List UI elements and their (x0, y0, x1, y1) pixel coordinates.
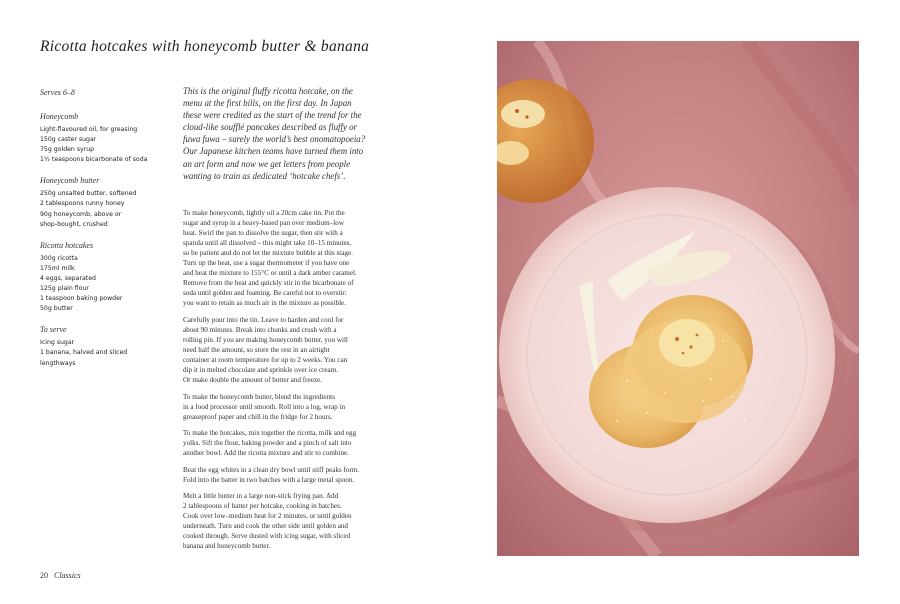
ingredient-item: lengthways (40, 359, 76, 367)
intro-line: menu at the first bills, on the first day. In Japan (183, 98, 352, 109)
ingredient-item: 175ml milk (40, 264, 75, 272)
method-line: To make the hotcakes, mix together the ricotta, milk and egg (183, 429, 357, 438)
method-line: underneath. Turn and cook the other side until golden and (183, 522, 348, 531)
method-text (183, 208, 398, 558)
method-line: To make the honeycomb butter, blend the ingredients (183, 392, 335, 401)
ingredient-group (40, 325, 170, 368)
intro-line: an art form and now we get letters from people (183, 158, 351, 169)
method-line: banana and honeycomb butter. (183, 542, 271, 551)
intro-line: these were credited as the start of the trend for the (183, 110, 362, 121)
ingredient-group-heading: To serve (40, 325, 67, 335)
page-folio (40, 571, 81, 580)
ingredient-item: 4 eggs, separated (40, 274, 96, 282)
food-photo-illustration (497, 41, 859, 556)
ingredient-group (40, 241, 170, 315)
method-line: in a food processor until smooth. Roll into a log, wrap in (183, 402, 346, 411)
method-line: yolks. Sift the flour, baking powder and a pinch of salt into (183, 439, 352, 448)
method-line: To make honeycomb, lightly oil a 20cm cake tin. Put the (183, 209, 345, 217)
ingredient-item: 1½ teaspoons bicarbonate of soda (40, 156, 148, 164)
section-name: Classics (54, 571, 81, 580)
page-number: 20 (40, 571, 48, 580)
food-photo (497, 41, 859, 556)
method-line: Fold into the batter in two batches with a large metal spoon. (183, 475, 355, 484)
ingredient-group-heading: Ricotta hotcakes (40, 240, 94, 250)
ingredient-item: 150g caster sugar (40, 136, 97, 144)
ingredient-item: 1 teaspoon baking powder (40, 295, 123, 303)
method-paragraph (183, 428, 398, 458)
method-paragraph (183, 208, 398, 308)
method-line: greaseproof paper and chill in the fridge for 2 hours. (183, 412, 333, 421)
honeycomb-butter (659, 319, 715, 367)
ingredient-item: shop-bought, crushed (40, 220, 108, 228)
ingredient-item: 90g honeycomb, above or (40, 210, 122, 218)
recipe-title: Ricotta hotcakes with honeycomb butter & banana (40, 38, 370, 55)
method-line: sugar and syrup in a heavy-based pan over medium–low (183, 219, 345, 228)
method-line: Turn up the heat, use a sugar thermometer if you have one (183, 259, 350, 268)
method-line: Cook over low–medium heat for 2 minutes, or until golden (183, 512, 352, 521)
method-line: soda until golden and foaming. Be careful not to overstir: (183, 289, 347, 298)
intro-line: This is the original fluffy ricotta hotcake, on the (183, 86, 353, 96)
method-line: cooked through. Serve dusted with icing sugar, with sliced (183, 532, 351, 541)
method-line: you want to retain as much air in the mixture as possible. (183, 299, 347, 308)
ingredient-item: 50g butter (40, 305, 73, 313)
method-line: rolling pin. If you are making honeycomb butter, you will (183, 335, 348, 344)
ingredient-groups (40, 112, 170, 369)
method-paragraph (183, 491, 398, 551)
method-line: and heat the mixture to 155°C or until a dark amber caramel. (183, 269, 357, 278)
ingredient-item: 300g ricotta (40, 254, 78, 262)
ingredient-group (40, 112, 170, 165)
ingredient-item: 1 banana, halved and sliced (40, 349, 128, 357)
intro-line: wanting to train as dedicated ‘hotcake chefs’. (183, 170, 346, 181)
method-line: spatula until all dissolved – this might take 10–15 minutes, (183, 239, 352, 248)
method-paragraph (183, 465, 398, 485)
method-line: Or make double the amount of butter and freeze. (183, 376, 322, 385)
method-line: dip it in melted chocolate and sprinkle over ice cream. (183, 366, 339, 375)
method-line: heat. Swirl the pan to dissolve the sugar, then stir with a (183, 229, 343, 238)
method-line: about 90 minutes. Break into chunks and crush with a (183, 325, 337, 334)
method-line: Carefully pour into the tin. Leave to harden and cool for (183, 315, 344, 324)
ingredient-item: Icing sugar (40, 339, 75, 347)
method-line: need half the amount, so store the rest in an airtight (183, 346, 330, 354)
intro-line: fuwa fuwa – surely the world’s best onomatopoeia? (183, 134, 366, 145)
method-line: Beat the egg whites in a clean dry bowl until stiff peaks form. (183, 465, 360, 474)
serves-label: Serves 6–8 (40, 88, 75, 97)
method-line: 2 tablespoons of batter per hotcake, cooking in batches. (183, 502, 342, 511)
intro-line: cloud-like soufflé pancakes described as fluffy or (183, 122, 358, 133)
method-line: so be patient and do not let the mixture bubble at this stage. (183, 249, 353, 258)
ingredient-item: 2 tablespoons runny honey (40, 200, 125, 208)
intro-text (183, 85, 398, 182)
ingredient-item: 75g golden syrup (40, 146, 95, 154)
ingredient-group (40, 176, 170, 229)
ingredient-item: 125g plain flour (40, 285, 89, 293)
ingredient-group-heading: Honeycomb (40, 112, 79, 121)
ingredient-item: 250g unsalted butter, softened (40, 190, 137, 198)
method-line: another bowl. Add the ricotta mixture and stir to combine. (183, 449, 349, 458)
method-paragraph (183, 392, 398, 422)
intro-line: Our Japanese kitchen teams have turned them into (183, 146, 364, 157)
method-paragraph (183, 315, 398, 385)
method-line: Melt a little butter in a large non-stick frying pan. Add (183, 492, 339, 501)
ingredients-column (40, 88, 170, 380)
method-line: Remove from the heat and quickly stir in the bicarbonate of (183, 279, 354, 288)
ingredient-item: Light-flavoured oil, for greasing (40, 126, 138, 133)
method-line: container at room temperature for up to 2 weeks. You can (183, 356, 348, 365)
ingredient-group-heading: Honeycomb butter (40, 176, 100, 186)
